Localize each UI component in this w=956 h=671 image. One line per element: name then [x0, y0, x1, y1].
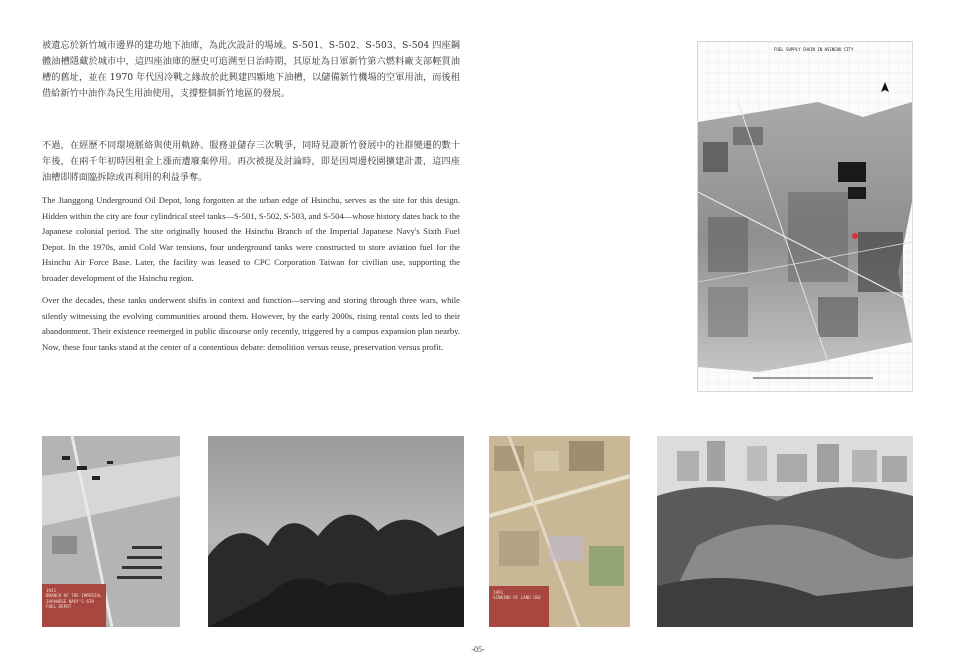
aerial-photo-1941 — [42, 436, 180, 627]
caption-box-1941 — [42, 584, 106, 627]
chinese-paragraph-2: 不過，在經歷不同環境脈絡與使用軌跡、服務並儲存三次戰爭，同時見證新竹發展中的社群變遷的數十年後，在兩千年初時因租金上漲而遭廢棄停用。再次被提及討論時，即是因周邊校園擴建計畫，這四座油槽即將面臨拆除或再利用的利益爭奪。 — [42, 140, 460, 183]
city-map-image — [698, 42, 912, 391]
page-number: -05- — [471, 645, 485, 654]
english-paragraph-1: The Jianggong Underground Oil Depot, long forgotten at the urban edge of Hsinchu, serves as the site for this design. Hidden within the city are four cylindrical steel tanks—S-501, S-502, S-503, and S-504—whose history dates back to the Japanese colonial period. The site originally housed the Hsinchu Branch of the Imperial Japanese Navy's Sixth Fuel Depot. In the 1970s, amid Cold War tensions, four underground tanks were constructed to store aviation fuel for the Hsinchu Air Force Base. Later, the facility was leased to CPC Corporation Taiwan for civilian use, supporting the broader development of the Hsinchu region. — [42, 195, 460, 283]
caption-year-1991: 1991 — [493, 590, 504, 595]
chinese-paragraph-1: 被遺忘於新竹城市邊界的建功地下油庫，為此次設計的場域。S-501、S-502、S-503、S-504 四座鋼體油槽隱藏於城市中，這四座油庫的歷史可追溯至日治時期，其原址為日軍新竹第六燃料廠支部輕質油槽的舊址，並在 1970 年代因冷戰之緣故於此興建四顆地下油槽，以儲備新竹機場的空軍用油，而後租借給新竹中油作為民生用油使用，支撐整個新竹地區的發展。 — [42, 40, 460, 99]
historic-trees-photo — [208, 436, 464, 627]
caption-box-1991 — [489, 586, 549, 627]
caption-text-1941: BRANCH OF THE IMPERIAL JAPANESE NAVY'S 6TH FUEL DEPOT — [46, 593, 102, 610]
english-paragraph-2: Over the decades, these tanks underwent shifts in context and function—serving and storing through three wars, while silently witnessing the evolving communities around them. However, by the early 2000s, rising rental costs led to their abandonment. Their existence reemerged in public discourse only recently, triggered by a campus expansion plan nearby. Now, these four tanks stand at the center of a contentious debate: demolition versus reuse, preservation versus profit. — [42, 295, 460, 352]
caption-text-1991: SINKING OF LAND USE — [493, 595, 541, 601]
overgrown-tank-photo — [657, 436, 913, 627]
caption-year-1941: 1941 — [46, 588, 57, 593]
aerial-photo-1991 — [489, 436, 630, 627]
site-map-figure — [697, 41, 913, 392]
map-title: FUEL SUPPLY CHAIN IN HSINCHU CITY — [774, 47, 854, 52]
